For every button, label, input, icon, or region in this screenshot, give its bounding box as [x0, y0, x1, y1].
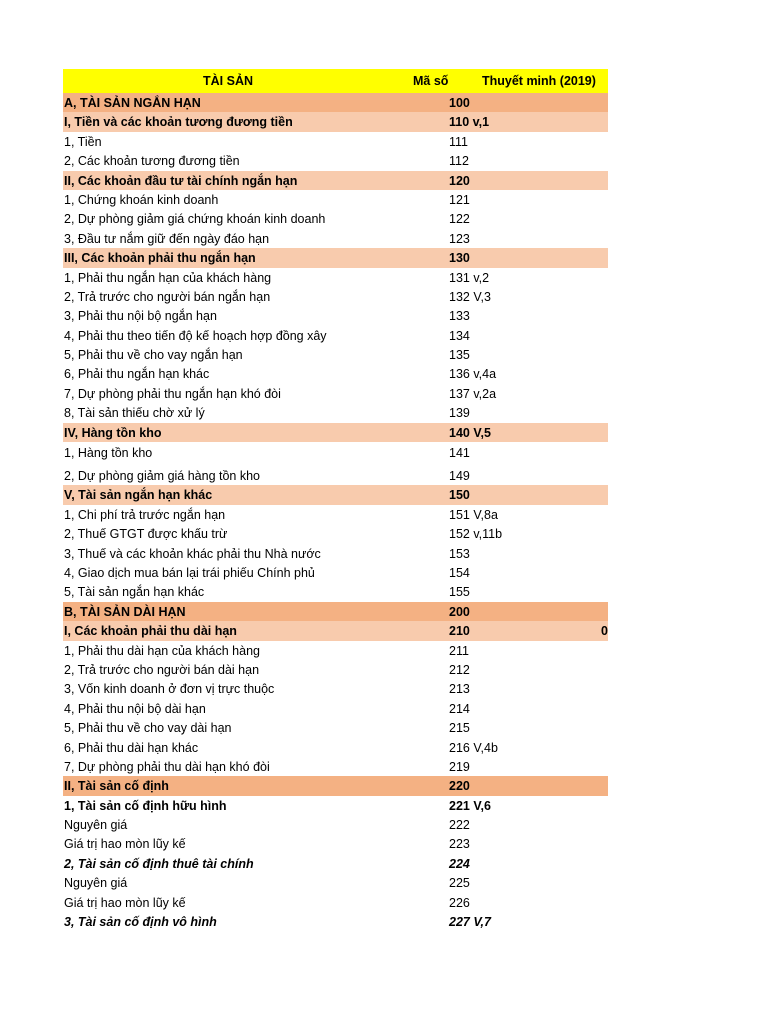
table-row[interactable] — [63, 776, 608, 795]
table-row[interactable] — [63, 248, 608, 267]
row-name: Nguyên giá — [64, 818, 128, 833]
row-code: 135 — [449, 348, 470, 363]
header-assets: TÀI SẢN — [203, 74, 253, 88]
table-row[interactable] — [63, 679, 608, 698]
row-name: II, Các khoản đầu tư tài chính ngắn hạn — [64, 173, 298, 188]
row-name: 2, Các khoản tương đương tiền — [64, 154, 240, 169]
row-code: 227 V,7 — [449, 915, 491, 930]
row-name: I, Tiền và các khoản tương đương tiền — [64, 115, 293, 130]
table-row[interactable] — [63, 738, 608, 757]
table-row[interactable] — [63, 873, 608, 892]
table-row[interactable] — [63, 384, 608, 403]
table-row[interactable] — [63, 815, 608, 834]
row-code: 210 — [449, 624, 470, 639]
table-row[interactable] — [63, 893, 608, 912]
row-code: 155 — [449, 585, 470, 600]
table-row[interactable] — [63, 544, 608, 563]
row-code: 221 V,6 — [449, 798, 491, 813]
row-name: 2, Tài sản cố định thuê tài chính — [64, 856, 254, 871]
row-name: 5, Phải thu về cho vay ngắn hạn — [64, 348, 243, 363]
row-code: 219 — [449, 759, 470, 774]
table-row[interactable] — [63, 93, 608, 112]
row-code: 139 — [449, 406, 470, 421]
row-code: 150 — [449, 488, 470, 503]
table-row[interactable] — [63, 699, 608, 718]
row-name: 2, Trả trước cho người bán ngắn hạn — [64, 289, 271, 304]
header-note: Thuyết minh (2019) — [482, 74, 596, 88]
row-code: 100 — [449, 96, 470, 110]
table-row[interactable] — [63, 287, 608, 306]
row-name: 4, Phải thu nội bộ dài hạn — [64, 701, 206, 716]
row-code: 213 — [449, 682, 470, 697]
table-row[interactable] — [63, 466, 608, 485]
row-name: 1, Phải thu dài hạn của khách hàng — [64, 643, 260, 658]
row-name: 2, Thuế GTGT được khấu trừ — [64, 527, 228, 542]
row-code: 154 — [449, 565, 470, 580]
row-name: 5, Tài sản ngắn hạn khác — [64, 585, 205, 600]
row-code: 222 — [449, 818, 470, 833]
table-row[interactable] — [63, 306, 608, 325]
row-code: 153 — [449, 546, 470, 561]
row-code: 111 — [449, 134, 469, 149]
row-code: 223 — [449, 837, 470, 852]
row-name: 2, Trả trước cho người bán dài hạn — [64, 662, 260, 677]
row-code: 131 v,2 — [449, 270, 490, 285]
row-code: 141 — [449, 446, 470, 461]
row-code: 226 — [449, 895, 470, 910]
table-row[interactable] — [63, 912, 608, 931]
row-name: 3, Vốn kinh doanh ở đơn vị trực thuộc — [64, 682, 275, 697]
row-code: 220 — [449, 779, 470, 794]
row-name: 3, Tài sản cố định vô hình — [64, 915, 217, 930]
row-code: 140 V,5 — [449, 425, 491, 440]
table-row[interactable] — [63, 796, 608, 815]
table-row[interactable] — [63, 326, 608, 345]
row-code: 151 V,8a — [449, 507, 498, 522]
row-code: 216 V,4b — [449, 740, 498, 755]
row-code: 123 — [449, 231, 470, 246]
row-name: 1, Hàng tồn kho — [64, 446, 153, 461]
table-body — [63, 93, 608, 931]
row-name: 7, Dự phòng phải thu dài hạn khó đòi — [64, 759, 270, 774]
row-note: 0 — [601, 624, 608, 639]
table-row[interactable] — [63, 485, 608, 504]
row-name: Giá trị hao mòn lũy kế — [64, 837, 186, 852]
row-code: 224 — [449, 856, 470, 871]
row-code: 133 — [449, 309, 470, 324]
table-row[interactable] — [63, 524, 608, 543]
row-name: 6, Phải thu ngắn hạn khác — [64, 367, 210, 382]
row-code: 137 v,2a — [449, 386, 497, 401]
table-row[interactable] — [63, 505, 608, 524]
row-name: 1, Chứng khoán kinh doanh — [64, 192, 219, 207]
row-code: 136 v,4a — [449, 367, 497, 382]
row-name: 4, Giao dịch mua bán lại trái phiếu Chính phủ — [64, 565, 315, 580]
table-row[interactable] — [63, 171, 608, 190]
table-row[interactable] — [63, 563, 608, 582]
table-row[interactable] — [63, 834, 608, 853]
table-row[interactable] — [63, 757, 608, 776]
row-code: 122 — [449, 212, 470, 227]
table-row[interactable] — [63, 209, 608, 228]
row-name: V, Tài sản ngắn hạn khác — [64, 488, 213, 503]
row-name: 3, Phải thu nội bộ ngắn hạn — [64, 309, 217, 324]
table-row[interactable] — [63, 621, 608, 640]
row-name: 1, Chi phí trả trước ngắn hạn — [64, 507, 226, 522]
row-code: 110 v,1 — [449, 115, 490, 130]
table-row[interactable] — [63, 151, 608, 170]
table-row[interactable] — [63, 229, 608, 248]
row-name: 3, Đầu tư nắm giữ đến ngày đáo hạn — [64, 231, 270, 246]
row-code: 200 — [449, 604, 470, 619]
row-code: 214 — [449, 701, 470, 716]
row-name: 5, Phải thu về cho vay dài hạn — [64, 721, 232, 736]
row-name: 8, Tài sản thiếu chờ xử lý — [64, 406, 205, 421]
row-name: III, Các khoản phải thu ngắn hạn — [64, 251, 256, 266]
row-code: 130 — [449, 251, 470, 266]
row-name: A, TÀI SẢN NGẮN HẠN — [64, 96, 201, 110]
table-row[interactable] — [63, 132, 608, 151]
table-row[interactable] — [63, 268, 608, 287]
row-name: II, Tài sản cố định — [64, 779, 169, 794]
row-name: 3, Thuế và các khoản khác phải thu Nhà nước — [64, 546, 321, 561]
table-row[interactable] — [63, 442, 608, 466]
row-code: 112 — [449, 154, 469, 169]
row-code: 134 — [449, 328, 470, 343]
table-row[interactable] — [63, 403, 608, 422]
row-name: 4, Phải thu theo tiến độ kế hoạch hợp đồng xây — [64, 328, 327, 343]
row-name: 2, Dự phòng giảm giá chứng khoán kinh doanh — [64, 212, 326, 227]
row-code: 121 — [449, 192, 470, 207]
table-row[interactable] — [63, 423, 608, 442]
table-row[interactable] — [63, 660, 608, 679]
row-name: 1, Tiền — [64, 134, 102, 149]
row-name: 1, Tài sản cố định hữu hình — [64, 798, 227, 813]
row-code: 215 — [449, 721, 470, 736]
row-code: 211 — [449, 643, 469, 658]
table-row[interactable] — [63, 190, 608, 209]
row-name: I, Các khoản phải thu dài hạn — [64, 624, 237, 639]
table-row[interactable] — [63, 641, 608, 660]
row-code: 225 — [449, 876, 470, 891]
row-name: Nguyên giá — [64, 876, 128, 891]
row-code: 149 — [449, 469, 470, 484]
table-row[interactable] — [63, 112, 608, 131]
table-row[interactable] — [63, 582, 608, 601]
row-code: 120 — [449, 173, 470, 188]
row-name: 6, Phải thu dài hạn khác — [64, 740, 199, 755]
row-name: Giá trị hao mòn lũy kế — [64, 895, 186, 910]
row-name: B, TÀI SẢN DÀI HẠN — [64, 604, 186, 619]
row-name: 1, Phải thu ngắn hạn của khách hàng — [64, 270, 272, 285]
row-code: 152 v,11b — [449, 527, 503, 542]
row-name: IV, Hàng tồn kho — [64, 425, 162, 440]
balance-sheet-table — [63, 69, 608, 931]
table-row[interactable] — [63, 854, 608, 873]
table-row[interactable] — [63, 345, 608, 364]
table-row[interactable] — [63, 602, 608, 621]
table-header — [63, 69, 608, 93]
header-code: Mã số — [413, 74, 449, 88]
table-row[interactable] — [63, 364, 608, 383]
row-code: 212 — [449, 662, 470, 677]
row-name: 2, Dự phòng giảm giá hàng tồn kho — [64, 469, 261, 484]
row-code: 132 V,3 — [449, 289, 491, 304]
row-name: 7, Dự phòng phải thu ngắn hạn khó đòi — [64, 386, 281, 401]
table-row[interactable] — [63, 718, 608, 737]
